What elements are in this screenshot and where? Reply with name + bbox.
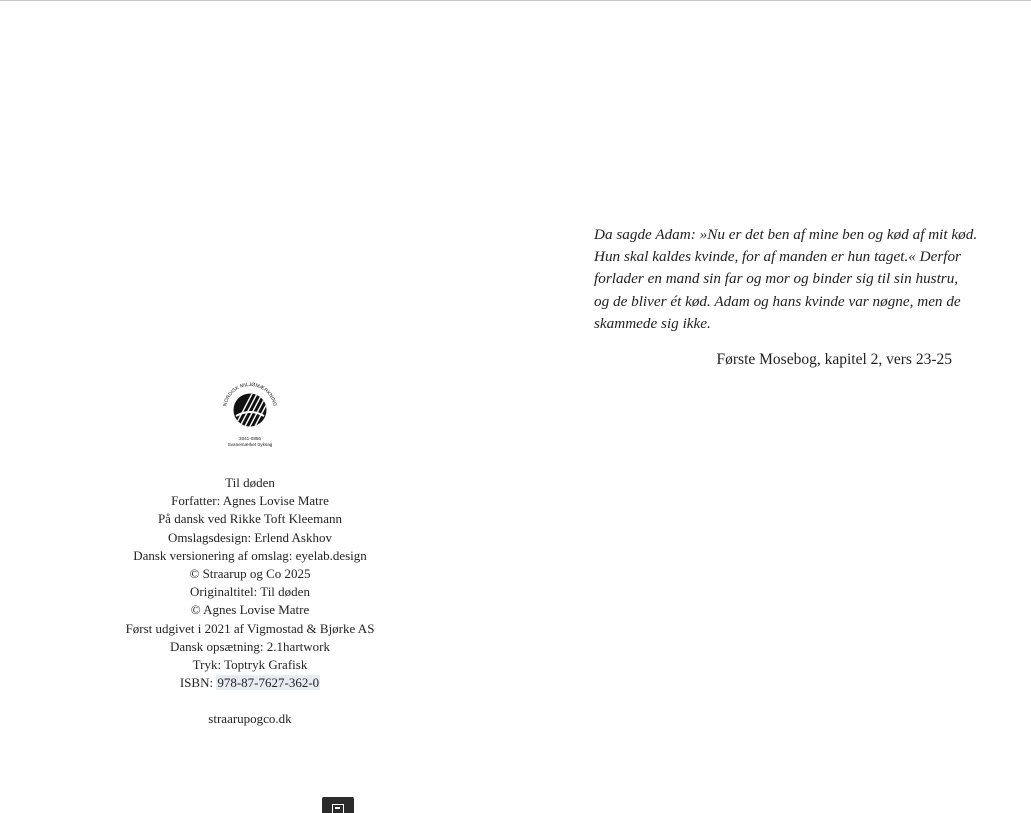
epigraph-line: Hun skal kaldes kvinde, for af manden er hun taget.« Derfor [594, 248, 961, 266]
top-divider [0, 0, 1031, 1]
colophon-typesetting: Dansk opsætning: 2.1hartwork [170, 638, 330, 654]
colophon-first-published: Først udgivet i 2021 af Vigmostad & Bjørke AS [125, 620, 375, 636]
colophon-cover-version: Dansk versionering af omslag: eyelab.design [133, 547, 367, 563]
colophon-author: Forfatter: Agnes Lovise Matre [171, 493, 329, 509]
nordic-swan-ecolabel-icon [214, 380, 286, 452]
eco-label-licence: 3041-0856 [239, 436, 261, 441]
publisher-website: straarupogco.dk [208, 711, 292, 726]
colophon [100, 474, 400, 692]
epigraph-citation: Første Mosebog, kapitel 2, vers 23-25 [716, 351, 952, 368]
epigraph-line: skammede sig ikke. [594, 314, 711, 332]
colophon-translator: På dansk ved Rikke Toft Kleemann [157, 511, 343, 527]
page-tool-icon [332, 804, 344, 813]
page-toolbar-button[interactable] [322, 797, 354, 813]
colophon-original-title: Originaltitel: Til døden [190, 584, 310, 600]
epigraph-line: og de bliver ét kød. Adam og hans kvinde var nøgne, men de [594, 292, 961, 310]
isbn-label: ISBN: [179, 675, 217, 691]
eco-label-arc-text: NORDISK MILJØMÆRKNING [222, 381, 278, 407]
colophon-copyright-author: © Agnes Lovise Matre [190, 602, 310, 618]
epigraph-line: Da sagde Adam: »Nu er det ben af mine ben og kød af mit kød. [594, 226, 978, 243]
colophon-title: Til døden [225, 475, 275, 490]
eco-label-caption: Svanemærket tryksag [227, 442, 273, 447]
colophon-cover-design: Omslagsdesign: Erlend Askhov [168, 529, 332, 545]
epigraph [594, 224, 978, 335]
epigraph-line: forlader en mand sin far og mor og binder sig til sin hustru, [594, 270, 959, 288]
colophon-copyright-publisher: © Straarup og Co 2025 [189, 566, 311, 582]
colophon-print: Tryk: Toptryk Grafisk [192, 657, 308, 673]
isbn-number[interactable]: 978-87-7627-362-0 [217, 675, 320, 691]
colophon-isbn [100, 674, 400, 692]
